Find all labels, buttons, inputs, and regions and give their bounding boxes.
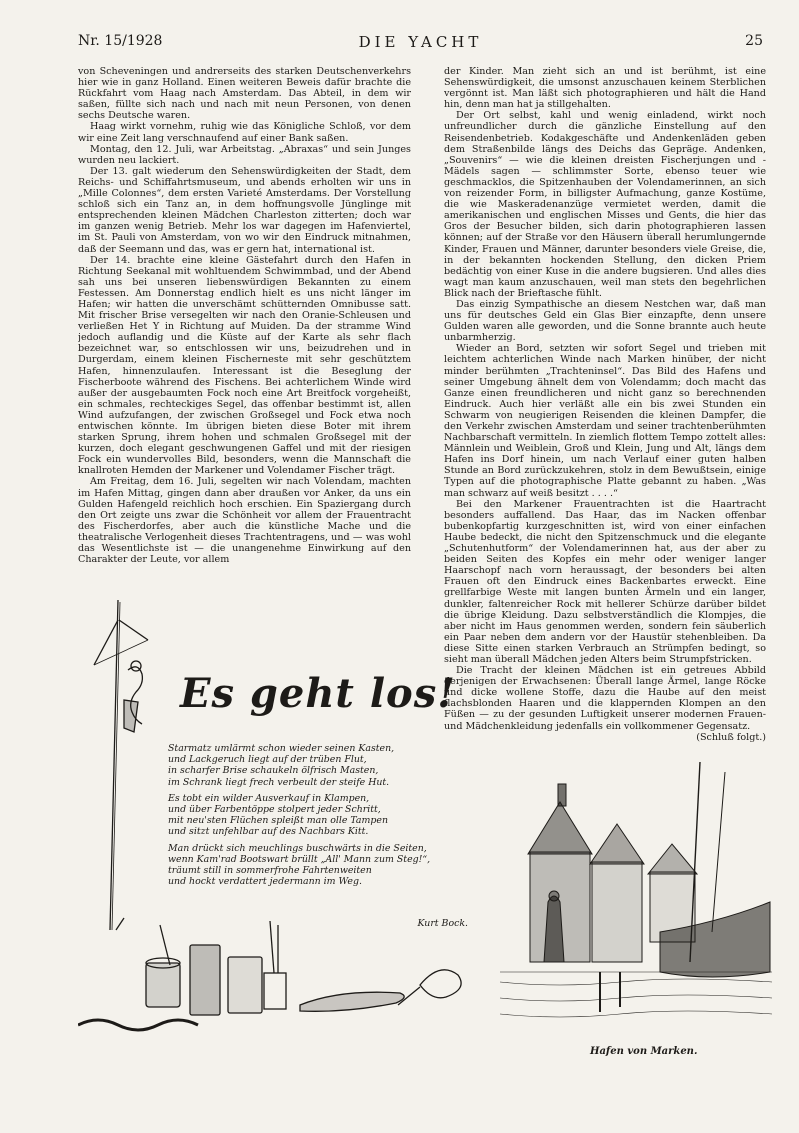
poem-stanza: [168, 793, 468, 838]
paint-tools-drawing: [78, 915, 478, 1045]
illustration-caption: Hafen von Marken.: [590, 1046, 698, 1057]
poem-line: und Lackgeruch liegt auf der trüben Flut,: [168, 754, 367, 766]
journal-title: DIE YACHT: [358, 33, 483, 51]
paragraph: Montag, den 12. Juli, war Arbeitstag. „Abraxas“ und sein Junges wurden neu lackiert.: [78, 143, 411, 166]
paragraph: der Kinder. Man zieht sich an und ist berühmt, ist eine Sehenswürdigkeit, die umsonst anzuschauen keinem Sterblichen vergönnt ist. Man läßt sich photographieren und hält die Hand hin, denn man hat ja stillgehalten.: [444, 66, 766, 111]
paragraph: Bei den Markener Frauentrachten ist die Haartracht besonders auffallend. Das Haar, das im Nacken offenbar bubenkopfartig kurzgeschnitten ist, wird von einer einfachen Haube bedeckt, die nicht den Spitzenschmuck und die elegante „Schutenhutform“ der Volendamerinnen hat, aus der aber zu beiden Seiten des Kopfes ein mehr oder weniger langer Haarschopf nach vorn heraussagt, der besonders bei alten Frauen oft den Eindruck eines Backenbartes erweckt. Eine grellfarbige Weste mit langen bunten Ärmeln und ein langer, dunkler, faltenreicher Rock mit hellerer Schürze darüber bildet die übrige Kleidung. Dazu selbstverständlich die Klompjes, die aber nicht im Haus genommen werden, sondern fein säuberlich ein Paar neben dem andern vor der Haustür stehenbleiben. Da diese Sitte einen starken Verbrauch an Strümpfen bedingt, so sieht man überall Mädchen jeden Alters beim Strumpfstricken.: [444, 498, 766, 665]
poem-line: Man drückt sich meuchlings buschwärts in die Seiten,: [168, 842, 427, 854]
left-text-column: [78, 66, 411, 596]
paragraph: Der 13. galt wiederum den Sehenswürdigkeiten der Stadt, dem Reichs- und Schiffahrtsmuseum, und abends erholten wir uns in „Mille Colonnes“, dem ersten Varieté Amsterdams. Der Vorstellung schloß sich ein Tanz an, in dem hoffnungsvolle Jünglinge mit entsprechenden kleinen Mädchen Charleston zitterten; doch war im ganzen wenig Betrieb. Mehr los war dagegen im Hafenviertel, im St. Pauli von Amsterdam, von wo wir den Eindruck mitnahmen, daß der Seemann und das, was er gern hat, international ist.: [78, 165, 411, 255]
poem-line: Es tobt ein wilder Ausverkauf in Klampen,: [168, 792, 370, 804]
poem-author: Kurt Bock.: [417, 918, 468, 929]
paragraph: von Scheveningen und andrerseits des starken Deutschenverkehrs hier wie in ganz Holland. Einen weiteren Beweis dafür brachte die Rückfahrt vom Haag nach Amsterdam. Das Abteil, in dem wir saßen, füllte sich nach und nach mit neun Personen, von denen sechs Deutsche waren.: [78, 66, 411, 122]
poem-line: in scharfer Brise schaukeln ölfrisch Masten,: [168, 765, 379, 777]
page-number: 25: [745, 33, 763, 49]
page-header: [78, 33, 763, 53]
poem-line: und über Farbentöppe stolpert jeder Schritt,: [168, 804, 381, 816]
paragraph: Am Freitag, dem 16. Juli, segelten wir nach Volendam, machten im Hafen Mittag, gingen dann aber draußen vor Anker, da uns ein Gulden Hafengeld reichlich hoch erschien. Ein Spaziergang durch den Ort zeigte uns zwar die Schönheit vor allem der Frauentracht des Fischerdorfes, aber auch die künstliche Mache und die theatralische Verlogenheit dieses Trachtentragens, und — was wohl das Wesentlichste ist — die unangenehme Einwirkung auf den Charakter der Leute, vor allem: [78, 476, 411, 566]
poem-line: mit neu'sten Flüchen spleißt man olle Tampen: [168, 815, 389, 827]
poem-line: und hockt verdattert jedermann im Weg.: [168, 876, 362, 888]
poem-line: im Schrank liegt frech verbeult der steife Hut.: [168, 776, 390, 788]
harbor-illustration: [500, 762, 772, 1038]
paragraph: Das einzig Sympathische an diesem Nestchen war, daß man uns für deutsches Geld ein Glas Bier einzapfte, denn unsere Gulden waren alle geworden, und die Sonne brannte auch heute unbarmherzig.: [444, 298, 766, 344]
paragraph: Der 14. brachte eine kleine Gästefahrt durch den Hafen in Richtung Seekanal mit wohltuendem Schwimmbad, und der Abend sah uns bei unseren liebenswürdigen Bekannten zu einem Festessen. Am Donnerstag endlich hielt es uns nicht länger im Hafen; wir hatten die unverschämt schütternden Omnibusse satt. Mit frischer Brise versegelten wir nach den Oranie-Schleusen und verließen Het Y in Richtung auf Muiden. Da der stramme Wind jedoch auflandig und die Küste auf der Karte als sehr flach bezeichnet war, so entschlossen wir uns, beizudrehen und in Durgerdam, einem kleinen Fischerneste mit sehr geschütztem Hafen, hinnenzulaufen. Interessant ist die Beseglung der Fischerboote während des Fischens. Bei achterlichem Winde wird außer der ausgebaumten Fock noch eine Art Breitfock vorgeheißt, ein schmales, rechteckiges Segel, das offenbar bestimmt ist, allen Wind aufzufangen, der zwischen Großsegel und Fock etwa noch entwischen könnte. Im übrigen bieten diese Boter mit ihrem starken Sprung, ihrem hohen und schmalen Großsegel mit der kurzen, doch elegant geschwungenen Gaffel und mit der riesigen Fock ein wundervolles Bild, besonders, wenn die Mannschaft die knallroten Hemden der Markener und Volendamer Fischer trägt.: [78, 254, 411, 477]
poem-stanza: [168, 843, 468, 888]
poem-body: [168, 743, 468, 929]
mast-climber-drawing: [88, 600, 178, 940]
poem-title: Es geht los!: [180, 670, 456, 717]
poem-line: und sitzt unfehlbar auf des Nachbars Kitt.: [168, 826, 369, 838]
poem-line: Starmatz umlärmt schon wieder seinen Kasten,: [168, 743, 395, 754]
paragraph: Wieder an Bord, setzten wir sofort Segel und trieben mit leichtem achterlichen Winde nach Marken hinüber, der nicht minder berühmten „Trachteninsel“. Das Bild des Hafens und seiner Umgebung ähnelt dem von Volendamm; doch macht das Ganze einen freundlicheren und nicht ganz so berechnenden Eindruck. Auch hier verläßt alle ein bis zwei Stunden ein Schwarm von neugierigen Reisenden die kleinen Dampfer, die den Verkehr zwischen Amsterdam und seiner trachtenberühmten Nachbarschaft vermitteln. In ziemlich flottem Tempo zottelt alles: Männlein und Weiblein, Groß und Klein, Jung und Alt, längs dem Hafen ins Dorf hinein, um nach Verlauf einer guten halben Stunde an Bord zurückzukehren, stolz in dem Bewußtsein, einige Typen auf die photographische Platte gebannt zu haben. „Was man schwarz auf weiß besitzt . . . .“: [444, 343, 766, 499]
issue-number: Nr. 15/1928: [78, 33, 163, 49]
paragraph: Haag wirkt vornehm, ruhig wie das Königliche Schloß, vor dem wir eine Zeit lang verschnaufend auf einer Bank saßen.: [78, 121, 411, 144]
paragraph: Der Ort selbst, kahl und wenig einladend, wirkt noch unfreundlicher durch die gänzliche Einstellung auf den Reisendenbetrieb. Kodakgeschäfte und Andenkenläden geben dem Straßenbilde längs des Deichs das Gepräge. Andenken, „Souvenirs“ — wie die kleinen dreisten Fischerjungen und -Mädels sagen — schlimmster Sorte, ebenso teuer wie geschmacklos, die Spitzenhauben der Volendamerinnen, an sich von reizender Form, in billigster Aufmachung, ganze Kostüme, die wie Maskeradenanzüge vermietet werden, damit die amerikanischen und englischen Misses und Gents, die hier das Gros der Besucher bilden, sich darin photographieren lassen können; auf der Straße vor den Häusern überall herumlungernde Kinder, Frauen und Männer, darunter besonders viele Greise, die, in der bekannten hockenden Stellung, den dicken Priem bedächtig von einer Kuse in die andere bugsieren. Und alles dies wagt man kaum anzuschauen, weil man stets den begehrlichen Blick nach der Brieftasche fühlt.: [444, 110, 766, 299]
poem-line: träumt still in sommerfrohe Fahrtenweiten: [168, 865, 372, 877]
poem-stanza: [168, 743, 468, 788]
continued-note: (Schluß folgt.): [696, 731, 766, 743]
poem-line: wenn Kam'rad Bootswart brüllt „All' Mann zum Steg!“,: [168, 853, 431, 865]
paragraph: Die Tracht der kleinen Mädchen ist ein getreues Abbild derjenigen der Erwachsenen: Überall lange Ärmel, lange Röcke und dicke wollene Stoffe, dazu die Haube auf den meist flachsblonden Haaren und die klappernden Klompen an den Füßen — zu der gesunden Luftigkeit unserer modernen Frauen- und Mädchenkleidung jedenfalls ein vollkommener Gegensatz.: [444, 665, 766, 732]
right-text-column: [444, 66, 766, 754]
